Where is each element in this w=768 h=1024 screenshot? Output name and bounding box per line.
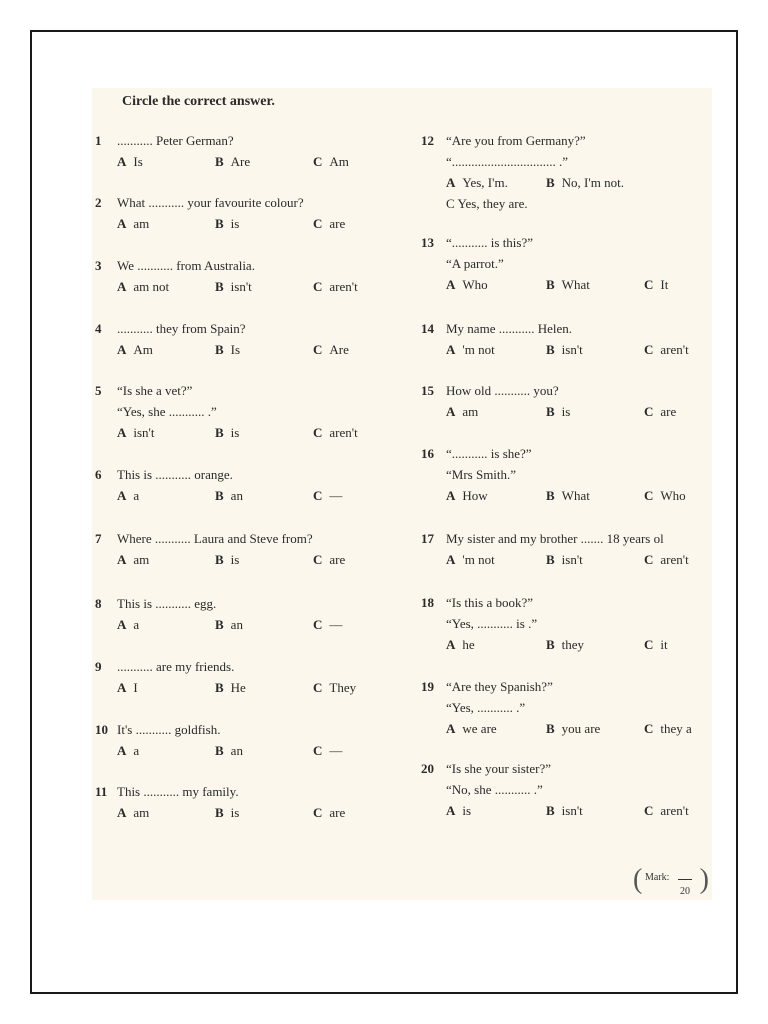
option-letter: B [546, 175, 555, 190]
question-number: 10 [95, 722, 108, 737]
option-letter: B [215, 488, 224, 503]
option-letter: C [313, 617, 323, 632]
option-letter: A [446, 277, 456, 292]
answer-options [446, 718, 692, 739]
question-text: “A parrot.” [446, 256, 504, 271]
question-text: My name ........... Helen. [446, 321, 573, 336]
question-text: We ........... from Australia. [117, 258, 255, 273]
answer-option-c[interactable]: C Yes, they are. [446, 196, 528, 211]
answer-option-a[interactable] [446, 172, 508, 193]
question-number: 2 [95, 195, 102, 210]
question-text: How old ........... you? [446, 383, 559, 398]
option-text: aren't [329, 279, 358, 294]
option-letter: B [215, 425, 224, 440]
option-text: we are [462, 721, 497, 736]
answer-option-b[interactable] [546, 549, 583, 570]
question-text: Where ........... Laura and Steve from? [117, 531, 313, 546]
option-text: am [462, 404, 479, 419]
option-text: it [660, 637, 668, 652]
answer-option-a[interactable] [117, 339, 153, 360]
option-letter: B [546, 488, 555, 503]
option-letter: C [644, 637, 654, 652]
option-letter: B [546, 803, 555, 818]
option-letter: A [117, 342, 127, 357]
option-text: he [462, 637, 475, 652]
answer-options [117, 677, 357, 698]
option-text: They [329, 680, 357, 695]
option-letter: A [117, 805, 127, 820]
question-14 [421, 318, 689, 360]
option-text: is [230, 425, 240, 440]
instruction-heading: Circle the correct answer. [122, 94, 275, 109]
option-letter: C [644, 488, 654, 503]
answer-option-c[interactable] [313, 485, 342, 506]
question-9 [95, 656, 357, 698]
question-number: 19 [421, 679, 434, 694]
option-text: Who [462, 277, 488, 292]
option-text: a [133, 743, 140, 758]
option-text: I [133, 680, 138, 695]
answer-options [117, 614, 343, 635]
answer-option-c[interactable] [644, 485, 686, 506]
answer-options [117, 151, 349, 172]
answer-option-a[interactable] [446, 549, 495, 570]
question-17 [421, 528, 689, 570]
option-letter: C [644, 803, 654, 818]
option-letter: B [215, 342, 224, 357]
option-letter: C [313, 216, 323, 231]
answer-option-a[interactable] [117, 213, 149, 234]
question-18 [421, 592, 668, 655]
option-text: Yes, I'm. [462, 175, 508, 190]
option-letter: B [215, 617, 224, 632]
question-2 [95, 192, 346, 234]
question-15 [421, 380, 677, 422]
option-letter: B [546, 342, 555, 357]
option-letter: C [644, 342, 654, 357]
option-letter: A [446, 342, 456, 357]
option-letter: C [313, 342, 323, 357]
option-text: are [660, 404, 677, 419]
option-text: a [133, 488, 140, 503]
option-text: 'm not [462, 342, 495, 357]
option-text: they a [660, 721, 692, 736]
question-text: “Are you from Germany?” [446, 133, 586, 148]
option-letter: C [313, 743, 323, 758]
answer-option-b[interactable] [546, 718, 600, 739]
option-text: Is [133, 154, 143, 169]
option-text: No, I'm not. [561, 175, 624, 190]
question-20 [421, 758, 689, 821]
option-letter: A [117, 425, 127, 440]
option-letter: C [313, 805, 323, 820]
answer-options [117, 740, 343, 761]
option-letter: C [313, 279, 323, 294]
option-letter: C [644, 552, 654, 567]
option-letter: C [644, 277, 654, 292]
question-13 [421, 232, 669, 295]
answer-option-a[interactable] [117, 740, 139, 761]
option-letter: A [117, 488, 127, 503]
answer-option-a[interactable] [446, 718, 497, 739]
option-text: a [133, 617, 140, 632]
option-letter: A [117, 154, 127, 169]
question-number: 8 [95, 596, 102, 611]
question-number: 9 [95, 659, 102, 674]
option-text: Are [329, 342, 349, 357]
answer-option-a[interactable] [117, 151, 143, 172]
option-letter: C [644, 721, 654, 736]
option-letter: B [546, 277, 555, 292]
question-text: “................................ .” [446, 154, 569, 169]
answer-options [117, 802, 346, 823]
answer-option-c[interactable] [313, 276, 358, 297]
option-text: isn't [561, 552, 583, 567]
option-text: am not [133, 279, 170, 294]
answer-option-c[interactable] [313, 151, 349, 172]
option-letter: C [313, 154, 323, 169]
answer-option-a[interactable] [446, 274, 488, 295]
option-text: Is [230, 342, 241, 357]
option-letter: A [117, 279, 127, 294]
answer-option-b[interactable] [546, 634, 584, 655]
question-text: “........... is this?” [446, 235, 534, 250]
answer-option-a[interactable] [446, 401, 478, 422]
question-text: “No, she ........... .” [446, 782, 543, 797]
answer-option-b[interactable] [215, 276, 252, 297]
answer-option-b[interactable] [546, 485, 590, 506]
option-text: you are [561, 721, 601, 736]
question-3 [95, 255, 358, 297]
answer-option-a[interactable] [446, 800, 471, 821]
option-text: isn't [230, 279, 252, 294]
question-1 [95, 130, 349, 172]
option-text: am [133, 805, 150, 820]
option-letter: A [446, 175, 456, 190]
option-text: an [230, 743, 243, 758]
option-text: isn't [133, 425, 155, 440]
question-number: 13 [421, 235, 434, 250]
answer-option-b[interactable] [215, 339, 240, 360]
question-number: 14 [421, 321, 434, 336]
option-letter: A [117, 617, 127, 632]
answer-options [446, 549, 689, 570]
answer-options [117, 339, 349, 360]
question-12 [421, 130, 624, 214]
answer-options [446, 800, 689, 821]
answer-option-a[interactable] [117, 802, 149, 823]
question-text: ........... are my friends. [117, 659, 235, 674]
answer-option-b[interactable] [215, 485, 243, 506]
answer-options [446, 274, 669, 295]
answer-options [117, 549, 346, 570]
answer-option-c[interactable] [644, 339, 689, 360]
option-letter: B [215, 552, 224, 567]
option-letter: B [215, 805, 224, 820]
answer-option-b[interactable] [215, 677, 246, 698]
answer-options [446, 634, 668, 655]
option-text: What [561, 277, 590, 292]
answer-option-c[interactable] [313, 677, 356, 698]
option-text: is [230, 805, 240, 820]
answer-option-c[interactable] [313, 213, 345, 234]
answer-option-c[interactable] [313, 614, 342, 635]
answer-option-b[interactable] [546, 339, 583, 360]
answer-option-a[interactable] [446, 634, 475, 655]
answer-option-a[interactable] [117, 485, 139, 506]
option-letter: C [313, 680, 323, 695]
question-number: 15 [421, 383, 434, 398]
option-text: are [329, 216, 346, 231]
question-number: 7 [95, 531, 102, 546]
question-7 [95, 528, 346, 570]
answer-option-c[interactable] [644, 274, 668, 295]
answer-option-a[interactable] [117, 276, 169, 297]
answer-option-c[interactable] [313, 740, 342, 761]
option-text: Are [230, 154, 251, 169]
answer-options [446, 401, 677, 422]
question-text: This is ........... egg. [117, 596, 217, 611]
option-text: an [230, 617, 243, 632]
question-text: “Yes, ........... .” [446, 700, 526, 715]
option-letter: A [117, 552, 127, 567]
answer-options [117, 213, 346, 234]
option-text: How [462, 488, 488, 503]
option-letter: A [446, 721, 456, 736]
answer-options [117, 422, 358, 443]
question-number: 12 [421, 133, 434, 148]
answer-option-b[interactable] [546, 172, 624, 193]
answer-option-c[interactable] [313, 422, 358, 443]
answer-option-b[interactable] [215, 740, 243, 761]
option-text: It [660, 277, 669, 292]
question-number: 3 [95, 258, 102, 273]
option-text: isn't [561, 803, 583, 818]
answer-option-c[interactable] [313, 802, 345, 823]
question-number: 5 [95, 383, 102, 398]
option-letter: B [215, 279, 224, 294]
option-letter: B [546, 404, 555, 419]
option-letter: C [313, 425, 323, 440]
answer-options [117, 276, 358, 297]
option-text: an [230, 488, 243, 503]
answer-options [446, 339, 689, 360]
option-text: am [133, 552, 150, 567]
answer-option-c[interactable] [644, 549, 689, 570]
option-letter: A [446, 404, 456, 419]
question-11 [95, 781, 346, 823]
question-number: 20 [421, 761, 434, 776]
question-text: What ........... your favourite colour? [117, 195, 304, 210]
option-letter: B [215, 216, 224, 231]
option-text: aren't [329, 425, 358, 440]
question-number: 16 [421, 446, 434, 461]
question-text: “Is this a book?” [446, 595, 534, 610]
answer-option-a[interactable] [446, 485, 488, 506]
question-5 [95, 380, 358, 443]
question-text: This ........... my family. [117, 784, 239, 799]
option-text: aren't [660, 342, 689, 357]
option-letter: B [546, 637, 555, 652]
mark-total: 20 [680, 886, 690, 897]
answer-option-a[interactable] [117, 422, 155, 443]
option-letter: A [446, 552, 456, 567]
option-letter: A [117, 216, 127, 231]
option-text: are [329, 805, 346, 820]
question-6 [95, 464, 343, 506]
option-text: is [230, 552, 240, 567]
answer-option-b[interactable] [215, 213, 239, 234]
question-number: 1 [95, 133, 102, 148]
answer-option-b[interactable] [546, 274, 590, 295]
option-letter: B [546, 552, 555, 567]
answer-option-b[interactable] [546, 401, 570, 422]
question-number: 4 [95, 321, 102, 336]
option-letter: C [313, 488, 323, 503]
question-text: “Is she your sister?” [446, 761, 552, 776]
answer-option-c[interactable] [644, 718, 692, 739]
option-text: am [133, 216, 150, 231]
answer-options [446, 172, 624, 193]
option-letter: C [313, 552, 323, 567]
question-text: “Are they Spanish?” [446, 679, 553, 694]
question-text: “Yes, ........... is .” [446, 616, 538, 631]
answer-options [446, 485, 686, 506]
option-text: What [561, 488, 590, 503]
answer-option-c[interactable] [644, 401, 676, 422]
answer-option-c[interactable] [644, 800, 689, 821]
answer-option-b[interactable] [215, 614, 243, 635]
option-text: He [230, 680, 246, 695]
answer-option-a[interactable] [446, 339, 495, 360]
option-text: — [329, 617, 343, 632]
question-text: “........... is she?” [446, 446, 532, 461]
question-text: This is ........... orange. [117, 467, 233, 482]
question-16 [421, 443, 686, 506]
answer-option-b[interactable] [546, 800, 583, 821]
answer-option-a[interactable] [117, 677, 138, 698]
option-text: Who [660, 488, 686, 503]
answer-option-b[interactable] [215, 151, 250, 172]
mark-box: ( Mark: 20 ) [633, 864, 709, 897]
option-text: they [561, 637, 585, 652]
option-text: is [561, 404, 571, 419]
question-text: “Is she a vet?” [117, 383, 193, 398]
answer-option-b[interactable] [215, 549, 239, 570]
question-number: 17 [421, 531, 434, 546]
question-number: 6 [95, 467, 102, 482]
question-text: ........... Peter German? [117, 133, 234, 148]
option-letter: A [117, 680, 127, 695]
option-text: 'm not [462, 552, 495, 567]
option-letter: A [446, 637, 456, 652]
option-letter: B [215, 680, 224, 695]
option-text: — [329, 743, 343, 758]
answer-option-c[interactable] [313, 549, 345, 570]
option-letter: B [215, 154, 224, 169]
option-letter: A [446, 488, 456, 503]
option-text: aren't [660, 803, 689, 818]
answer-options [117, 485, 343, 506]
question-text: It's ........... goldfish. [117, 722, 221, 737]
option-letter: C [644, 404, 654, 419]
option-letter: A [446, 803, 456, 818]
question-8 [95, 593, 343, 635]
question-text: My sister and my brother ....... 18 years ol [446, 531, 664, 546]
answer-option-b[interactable] [215, 802, 239, 823]
option-text: aren't [660, 552, 689, 567]
option-text: Am [329, 154, 349, 169]
option-text: is [462, 803, 472, 818]
question-text: ........... they from Spain? [117, 321, 246, 336]
option-text: are [329, 552, 346, 567]
option-text: isn't [561, 342, 583, 357]
question-text: “Mrs Smith.” [446, 467, 517, 482]
question-number: 18 [421, 595, 434, 610]
answer-option-a[interactable] [117, 549, 149, 570]
question-19 [421, 676, 692, 739]
mark-label: Mark: [645, 872, 670, 883]
question-text: “Yes, she ........... .” [117, 404, 217, 419]
question-number: 11 [95, 784, 108, 799]
option-letter: B [215, 743, 224, 758]
answer-option-c[interactable] [644, 634, 668, 655]
question-10 [95, 719, 343, 761]
option-text: is [230, 216, 240, 231]
option-text: — [329, 488, 343, 503]
answer-option-c[interactable] [313, 339, 349, 360]
option-letter: B [546, 721, 555, 736]
answer-option-b[interactable] [215, 422, 239, 443]
option-text: Am [133, 342, 153, 357]
question-4 [95, 318, 349, 360]
answer-option-a[interactable] [117, 614, 139, 635]
option-letter: A [117, 743, 127, 758]
